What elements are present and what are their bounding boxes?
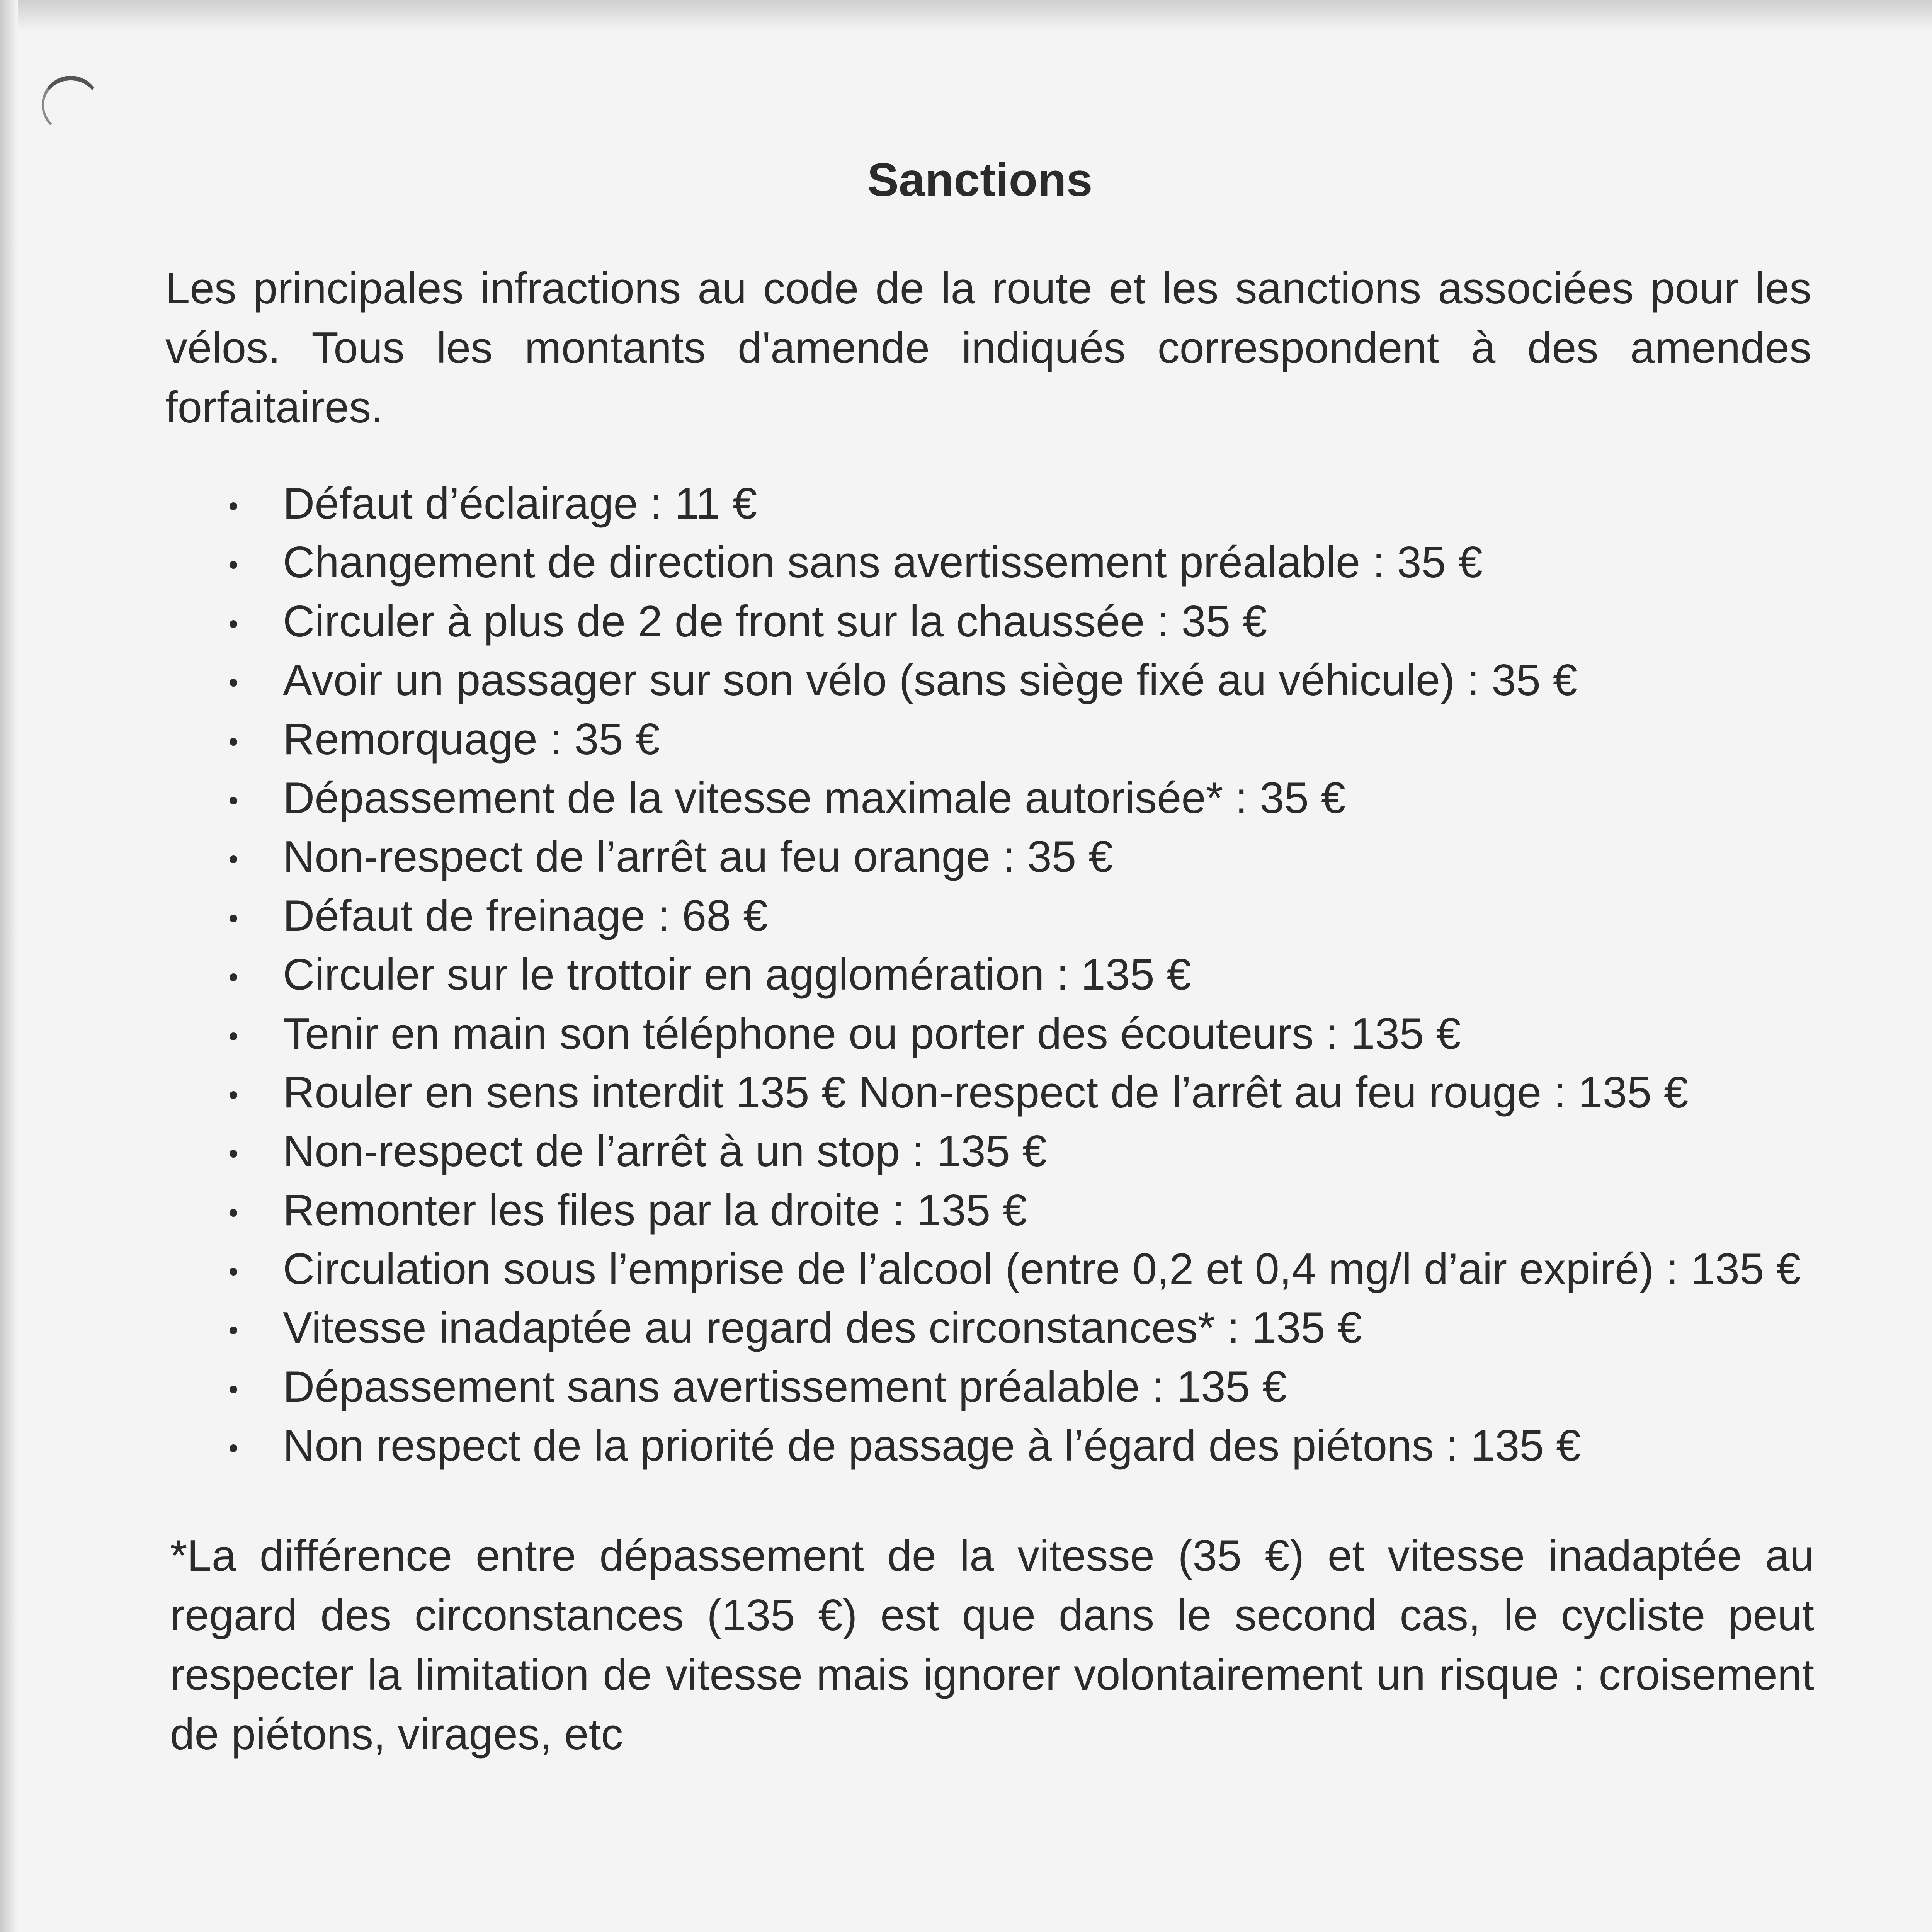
- list-item: [232, 474, 1893, 533]
- bullet-icon: [230, 915, 237, 922]
- list-item: [232, 769, 1893, 828]
- list-item-text: Circuler sur le trottoir en agglomération : 135 €: [283, 950, 1191, 1000]
- footnote-paragraph: *La différence entre dépassement de la vitesse (35 €) et vitesse inadaptée au regard des circonstances (135 €) est que dans le second cas, le cycliste peut respecter la limitation de vitesse mais ignorer volontairement un risque : croisement de piétons, virages, etc: [170, 1531, 1814, 1759]
- bullet-icon: [230, 1444, 237, 1452]
- bullet-icon: [230, 738, 237, 746]
- punch-hole-mark: [42, 76, 100, 134]
- list-item: [232, 1005, 1893, 1063]
- list-item: [232, 1063, 1893, 1122]
- list-item: [232, 828, 1893, 886]
- list-item-text: Dépassement sans avertissement préalable : 135 €: [283, 1362, 1287, 1412]
- scan-top-shadow: [0, 0, 1932, 31]
- list-item-text: Défaut d’éclairage : 11 €: [283, 479, 757, 528]
- list-item: [232, 651, 1893, 710]
- list-item: [232, 533, 1893, 592]
- list-item-text: Circulation sous l’emprise de l’alcool (entre 0,2 et 0,4 mg/l d’air expiré) : 135 €: [283, 1245, 1801, 1294]
- list-item: [232, 1358, 1893, 1417]
- bullet-icon: [230, 679, 237, 687]
- list-item-text: Remorquage : 35 €: [283, 714, 660, 764]
- list-item: [232, 1299, 1893, 1357]
- list-item-text: Remonter les files par la droite : 135 €: [283, 1185, 1027, 1235]
- list-item-text: Non-respect de l’arrêt à un stop : 135 €: [283, 1127, 1047, 1176]
- sanctions-list: [232, 474, 1893, 1476]
- list-item-text: Non respect de la priorité de passage à l’égard des piétons : 135 €: [283, 1421, 1581, 1471]
- intro-paragraph: Les principales infractions au code de la route et les sanctions associées pour les vélos. Tous les montants d'amende indiqués correspondent à des amendes forfaitaires.: [165, 264, 1811, 432]
- list-item: [232, 946, 1893, 1004]
- scan-left-edge: [0, 0, 18, 1932]
- bullet-icon: [230, 855, 237, 863]
- list-item-text: Dépassement de la vitesse maximale autorisée* : 35 €: [283, 773, 1346, 823]
- list-item-text: Changement de direction sans avertissement préalable : 35 €: [283, 538, 1483, 587]
- list-item-text: Avoir un passager sur son vélo (sans siège fixé au véhicule) : 35 €: [283, 656, 1578, 705]
- bullet-icon: [230, 1327, 237, 1334]
- list-item-text: Non-respect de l’arrêt au feu orange : 35 €: [283, 832, 1113, 882]
- list-item: [232, 1240, 1893, 1299]
- bullet-icon: [230, 797, 237, 804]
- list-item-text: Rouler en sens interdit 135 € Non-respect de l’arrêt au feu rouge : 135 €: [283, 1068, 1689, 1117]
- list-item: [232, 710, 1893, 769]
- bullet-icon: [230, 973, 237, 981]
- list-item-text: Circuler à plus de 2 de front sur la chaussée : 35 €: [283, 597, 1267, 646]
- list-item-text: Tenir en main son téléphone ou porter des écouteurs : 135 €: [283, 1009, 1461, 1058]
- bullet-icon: [230, 1268, 237, 1276]
- list-item-text: Vitesse inadaptée au regard des circonstances* : 135 €: [283, 1303, 1362, 1353]
- list-item: [232, 1417, 1893, 1475]
- page-title: Sanctions: [867, 153, 1093, 206]
- list-item: [232, 887, 1893, 946]
- list-item: [232, 592, 1893, 651]
- bullet-icon: [230, 1032, 237, 1040]
- bullet-icon: [230, 1150, 237, 1158]
- list-item: [232, 1181, 1893, 1240]
- bullet-icon: [230, 1091, 237, 1099]
- list-item-text: Défaut de freinage : 68 €: [283, 891, 768, 940]
- bullet-icon: [230, 502, 237, 510]
- list-item: [232, 1122, 1893, 1181]
- bullet-icon: [230, 620, 237, 628]
- bullet-icon: [230, 1386, 237, 1393]
- bullet-icon: [230, 1209, 237, 1217]
- bullet-icon: [230, 561, 237, 569]
